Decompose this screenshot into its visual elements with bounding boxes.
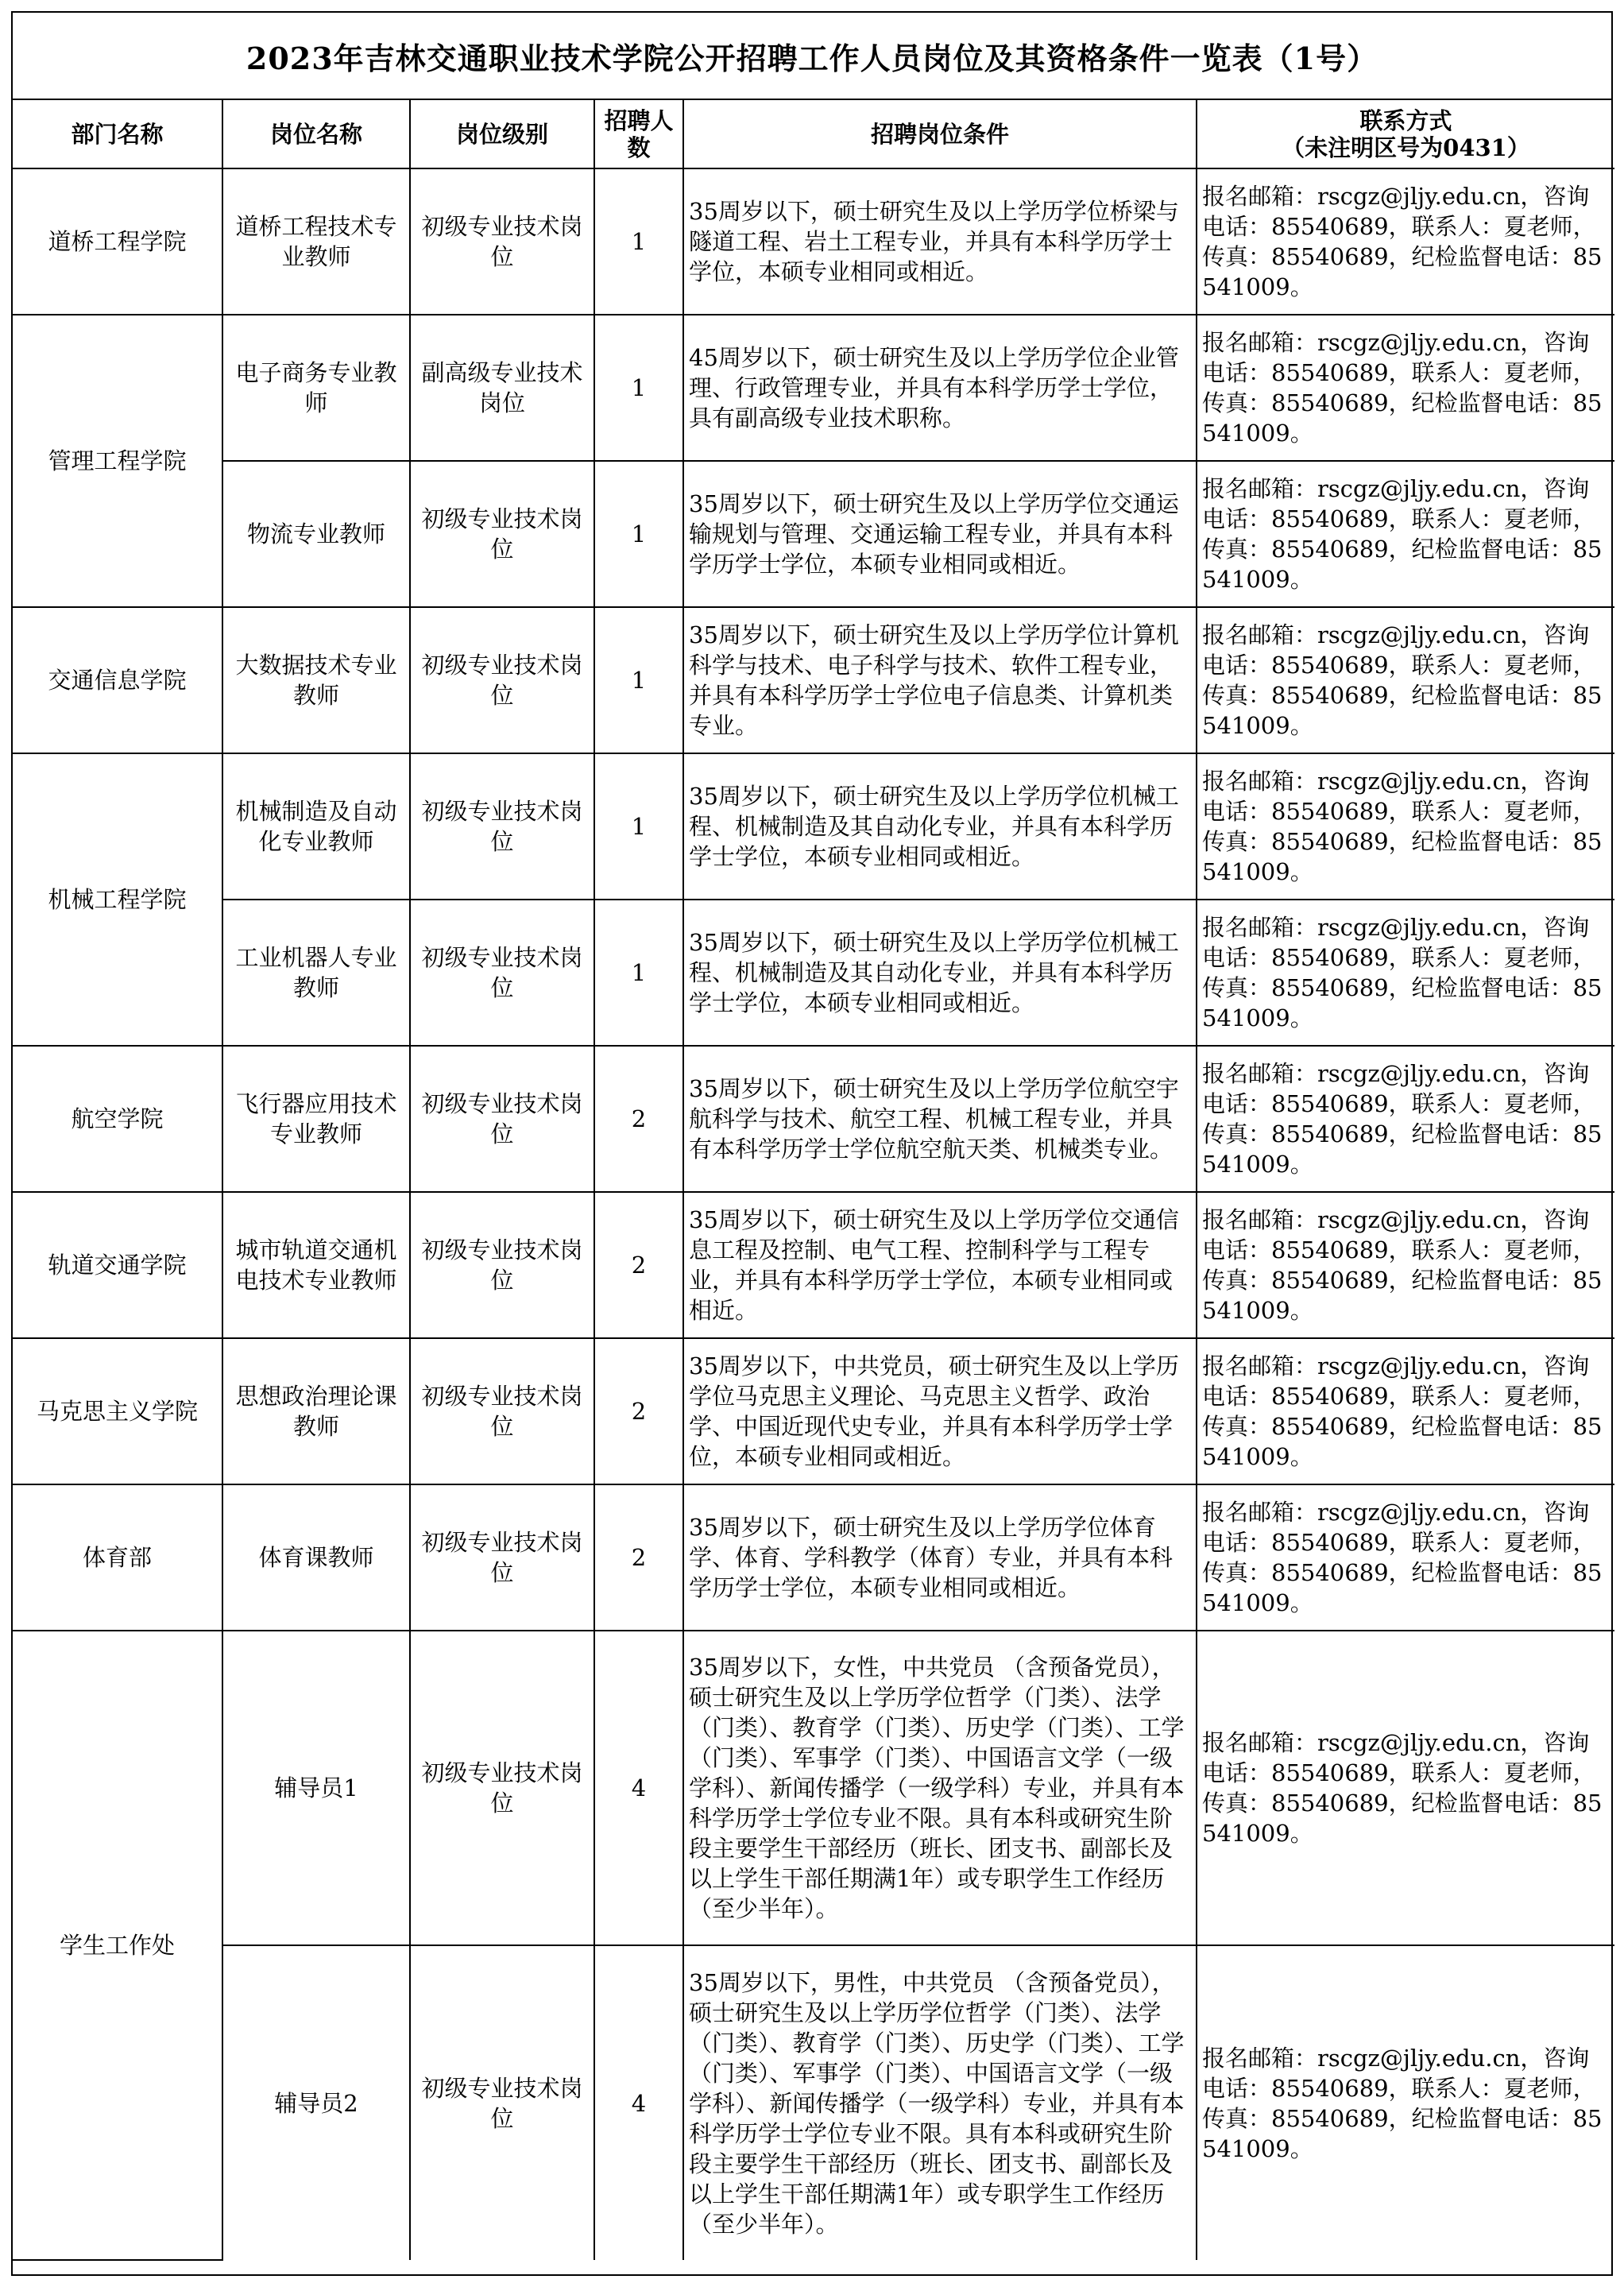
level-cell: 初级专业技术岗位: [410, 1338, 594, 1484]
level-cell: 初级专业技术岗位: [410, 900, 594, 1046]
contact-cell: 报名邮箱：rscgz@jljy.edu.cn，咨询电话：85540689，联系人：夏老师，传真：85540689，纪检监督电话：85541009。: [1197, 753, 1614, 900]
header-conditions: 招聘岗位条件: [683, 100, 1197, 168]
level-cell: 初级专业技术岗位: [410, 753, 594, 900]
header-contact: [1197, 100, 1614, 168]
position-cell: 体育课教师: [222, 1484, 410, 1631]
level-cell: 初级专业技术岗位: [410, 1484, 594, 1631]
contact-cell: 报名邮箱：rscgz@jljy.edu.cn，咨询电话：85540689，联系人：夏老师，传真：85540689，纪检监督电话：85541009。: [1197, 1046, 1614, 1192]
count-cell: 1: [594, 461, 683, 607]
conditions-cell: 35周岁以下，中共党员，硕士研究生及以上学历学位马克思主义理论、马克思主义哲学、政治学、中国近现代史专业，并具有本科学历学士学位，本硕专业相同或相近。: [683, 1338, 1197, 1484]
conditions-cell: 45周岁以下，硕士研究生及以上学历学位企业管理、行政管理专业，并具有本科学历学士学位，具有副高级专业技术职称。: [683, 315, 1197, 461]
count-cell: 2: [594, 1046, 683, 1192]
dept-cell: 航空学院: [13, 1046, 222, 1192]
level-cell: 初级专业技术岗位: [410, 1631, 594, 1945]
table-row: [13, 315, 1614, 461]
count-cell: 1: [594, 315, 683, 461]
level-cell: 初级专业技术岗位: [410, 1046, 594, 1192]
count-cell: 1: [594, 607, 683, 753]
position-cell: 工业机器人专业教师: [222, 900, 410, 1046]
conditions-cell: 35周岁以下，男性，中共党员 （含预备党员），硕士研究生及以上学历学位哲学（门类）、法学（门类）、教育学（门类）、历史学（门类）、工学（门类）、军事学（门类）、中国语言文学（一级学科）、新闻传播学（一级学科）专业，并具有本科学历学士学位专业不限。具有本科或研究生阶段主要学生干部经历（班长、团支书、副部长及以上学生干部任期满1年）或专职学生工作经历（至少半年）。: [683, 1945, 1197, 2260]
count-cell: 1: [594, 753, 683, 900]
position-cell: 辅导员2: [222, 1945, 410, 2260]
table-row: [13, 900, 1614, 1046]
count-cell: 4: [594, 1631, 683, 1945]
table-row: [13, 753, 1614, 900]
table-row: [13, 1046, 1614, 1192]
conditions-cell: 35周岁以下，硕士研究生及以上学历学位桥梁与隧道工程、岩土工程专业，并具有本科学历学士学位，本硕专业相同或相近。: [683, 168, 1197, 315]
conditions-cell: 35周岁以下，硕士研究生及以上学历学位交通信息工程及控制、电气工程、控制科学与工程专业，并具有本科学历学士学位，本硕专业相同或相近。: [683, 1192, 1197, 1338]
dept-cell: 马克思主义学院: [13, 1338, 222, 1484]
count-cell: 4: [594, 1945, 683, 2260]
page-title: 2023年吉林交通职业技术学院公开招聘工作人员岗位及其资格条件一览表（1号）: [13, 13, 1611, 100]
header-dept: 部门名称: [13, 100, 222, 168]
table-row: [13, 607, 1614, 753]
conditions-cell: 35周岁以下，硕士研究生及以上学历学位机械工程、机械制造及其自动化专业，并具有本科学历学士学位，本硕专业相同或相近。: [683, 753, 1197, 900]
level-cell: 初级专业技术岗位: [410, 461, 594, 607]
table-row: [13, 1945, 1614, 2260]
table-row: [13, 168, 1614, 315]
position-cell: 道桥工程技术专业教师: [222, 168, 410, 315]
positions-table: [13, 100, 1614, 2261]
table-row: [13, 1631, 1614, 1945]
conditions-cell: 35周岁以下，硕士研究生及以上学历学位计算机科学与技术、电子科学与技术、软件工程专业，并具有本科学历学士学位电子信息类、计算机类专业。: [683, 607, 1197, 753]
header-contact-line2: （未注明区号为0431）: [1282, 134, 1530, 161]
level-cell: 初级专业技术岗位: [410, 1192, 594, 1338]
dept-cell: 交通信息学院: [13, 607, 222, 753]
dept-cell: 体育部: [13, 1484, 222, 1631]
header-count: 招聘人数: [594, 100, 683, 168]
table-header-row: [13, 100, 1614, 168]
level-cell: 初级专业技术岗位: [410, 607, 594, 753]
header-position: 岗位名称: [222, 100, 410, 168]
count-cell: 2: [594, 1192, 683, 1338]
position-cell: 机械制造及自动化专业教师: [222, 753, 410, 900]
table-row: [13, 1338, 1614, 1484]
position-cell: 城市轨道交通机电技术专业教师: [222, 1192, 410, 1338]
conditions-cell: 35周岁以下，硕士研究生及以上学历学位机械工程、机械制造及其自动化专业，并具有本科学历学士学位，本硕专业相同或相近。: [683, 900, 1197, 1046]
position-cell: 辅导员1: [222, 1631, 410, 1945]
position-cell: 思想政治理论课教师: [222, 1338, 410, 1484]
position-cell: 物流专业教师: [222, 461, 410, 607]
level-cell: 初级专业技术岗位: [410, 168, 594, 315]
dept-cell: 道桥工程学院: [13, 168, 222, 315]
contact-cell: 报名邮箱：rscgz@jljy.edu.cn，咨询电话：85540689，联系人：夏老师，传真：85540689，纪检监督电话：85541009。: [1197, 168, 1614, 315]
count-cell: 1: [594, 168, 683, 315]
position-cell: 电子商务专业教师: [222, 315, 410, 461]
position-cell: 大数据技术专业教师: [222, 607, 410, 753]
contact-cell: 报名邮箱：rscgz@jljy.edu.cn，咨询电话：85540689，联系人：夏老师，传真：85540689，纪检监督电话：85541009。: [1197, 315, 1614, 461]
count-cell: 1: [594, 900, 683, 1046]
dept-cell: 学生工作处: [13, 1631, 222, 2260]
position-cell: 飞行器应用技术专业教师: [222, 1046, 410, 1192]
level-cell: 副高级专业技术岗位: [410, 315, 594, 461]
dept-cell: 轨道交通学院: [13, 1192, 222, 1338]
conditions-cell: 35周岁以下，硕士研究生及以上学历学位交通运输规划与管理、交通运输工程专业，并具有本科学历学士学位，本硕专业相同或相近。: [683, 461, 1197, 607]
contact-cell: 报名邮箱：rscgz@jljy.edu.cn，咨询电话：85540689，联系人：夏老师，传真：85540689，纪检监督电话：85541009。: [1197, 1192, 1614, 1338]
header-contact-line1: 联系方式: [1359, 106, 1452, 134]
conditions-cell: 35周岁以下，硕士研究生及以上学历学位体育学、体育、学科教学（体育）专业，并具有本科学历学士学位，本硕专业相同或相近。: [683, 1484, 1197, 1631]
table-row: [13, 461, 1614, 607]
table-row: [13, 1192, 1614, 1338]
recruitment-table-sheet: [11, 11, 1613, 2276]
contact-cell: 报名邮箱：rscgz@jljy.edu.cn，咨询电话：85540689，联系人：夏老师，传真：85540689，纪检监督电话：85541009。: [1197, 461, 1614, 607]
count-cell: 2: [594, 1484, 683, 1631]
dept-cell: 管理工程学院: [13, 315, 222, 607]
count-cell: 2: [594, 1338, 683, 1484]
dept-cell: 机械工程学院: [13, 753, 222, 1046]
contact-cell: 报名邮箱：rscgz@jljy.edu.cn，咨询电话：85540689，联系人：夏老师，传真：85540689，纪检监督电话：85541009。: [1197, 900, 1614, 1046]
conditions-cell: 35周岁以下，女性，中共党员 （含预备党员），硕士研究生及以上学历学位哲学（门类）、法学（门类）、教育学（门类）、历史学（门类）、工学（门类）、军事学（门类）、中国语言文学（一级学科）、新闻传播学（一级学科）专业，并具有本科学历学士学位专业不限。具有本科或研究生阶段主要学生干部经历（班长、团支书、副部长及以上学生干部任期满1年）或专职学生工作经历（至少半年）。: [683, 1631, 1197, 1945]
contact-cell: 报名邮箱：rscgz@jljy.edu.cn，咨询电话：85540689，联系人：夏老师，传真：85540689，纪检监督电话：85541009。: [1197, 1631, 1614, 1945]
contact-cell: 报名邮箱：rscgz@jljy.edu.cn，咨询电话：85540689，联系人：夏老师，传真：85540689，纪检监督电话：85541009。: [1197, 607, 1614, 753]
level-cell: 初级专业技术岗位: [410, 1945, 594, 2260]
header-level: 岗位级别: [410, 100, 594, 168]
contact-cell: 报名邮箱：rscgz@jljy.edu.cn，咨询电话：85540689，联系人：夏老师，传真：85540689，纪检监督电话：85541009。: [1197, 1338, 1614, 1484]
conditions-cell: 35周岁以下，硕士研究生及以上学历学位航空宇航科学与技术、航空工程、机械工程专业，并具有本科学历学士学位航空航天类、机械类专业。: [683, 1046, 1197, 1192]
contact-cell: 报名邮箱：rscgz@jljy.edu.cn，咨询电话：85540689，联系人：夏老师，传真：85540689，纪检监督电话：85541009。: [1197, 1945, 1614, 2260]
contact-cell: 报名邮箱：rscgz@jljy.edu.cn，咨询电话：85540689，联系人：夏老师，传真：85540689，纪检监督电话：85541009。: [1197, 1484, 1614, 1631]
table-row: [13, 1484, 1614, 1631]
